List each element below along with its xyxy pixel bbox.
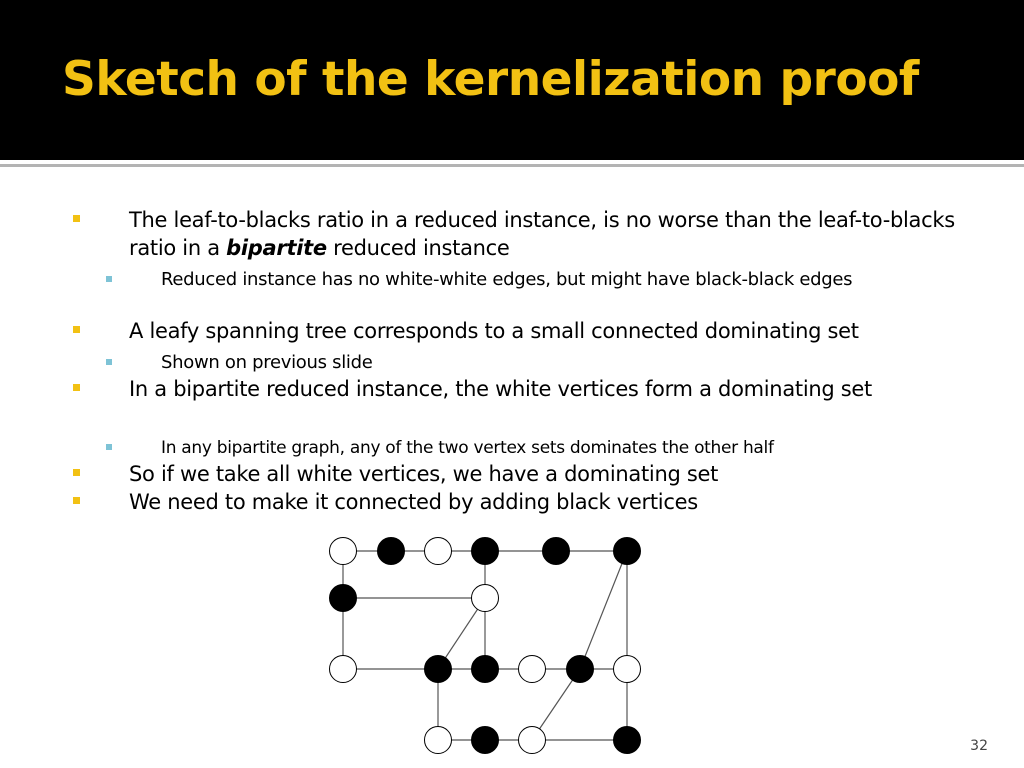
square-bullet-icon (106, 444, 112, 450)
bullet-item (129, 488, 969, 516)
bipartite-graph-diagram (320, 530, 650, 758)
square-bullet-icon (106, 276, 112, 282)
bullet-text: reduced instance (326, 236, 510, 260)
bullet-text: We need to make it connected by adding black vertices (129, 490, 698, 514)
black-vertex (614, 727, 641, 754)
black-vertex (614, 538, 641, 565)
black-vertex (378, 538, 405, 565)
black-vertex (330, 585, 357, 612)
square-bullet-icon (73, 384, 80, 391)
black-vertex (472, 727, 499, 754)
bullet-text: The leaf-to-blacks ratio in a reduced instance, is no worse than the leaf-to-blacks ratio in a (129, 208, 955, 260)
bullet-text: Reduced instance has no white-white edges, but might have black-black edges (161, 269, 853, 290)
black-vertex (472, 538, 499, 565)
slide-number: 32 (970, 738, 988, 754)
bullet-text: So if we take all white vertices, we have a dominating set (129, 462, 719, 486)
white-vertex (472, 585, 499, 612)
black-vertex (543, 538, 570, 565)
black-vertex (472, 656, 499, 683)
sub-bullet-item (161, 268, 951, 292)
sub-bullet-item (161, 436, 951, 460)
white-vertex (330, 656, 357, 683)
bullet-item (129, 375, 969, 403)
white-vertex (425, 727, 452, 754)
sub-bullet-item (161, 351, 951, 375)
square-bullet-icon (106, 359, 112, 365)
bullet-item (129, 460, 969, 488)
square-bullet-icon (73, 497, 80, 504)
bullet-emphasis: bipartite (226, 236, 327, 260)
bullet-text: In any bipartite graph, any of the two vertex sets dominates the other half (161, 438, 774, 458)
title-divider (0, 164, 1024, 167)
title-bar (0, 0, 1024, 160)
square-bullet-icon (73, 326, 80, 333)
bullet-item (129, 206, 969, 262)
white-vertex (425, 538, 452, 565)
bullet-text: A leafy spanning tree corresponds to a small connected dominating set (129, 319, 859, 343)
white-vertex (519, 656, 546, 683)
square-bullet-icon (73, 215, 80, 222)
white-vertex (330, 538, 357, 565)
graph-edge (580, 551, 627, 669)
slide-title: Sketch of the kernelization proof (62, 52, 919, 107)
bullet-item (129, 317, 969, 345)
black-vertex (567, 656, 594, 683)
white-vertex (614, 656, 641, 683)
black-vertex (425, 656, 452, 683)
white-vertex (519, 727, 546, 754)
square-bullet-icon (73, 469, 80, 476)
bullet-text: Shown on previous slide (161, 352, 373, 373)
bullet-text: In a bipartite reduced instance, the white vertices form a dominating set (129, 377, 872, 401)
